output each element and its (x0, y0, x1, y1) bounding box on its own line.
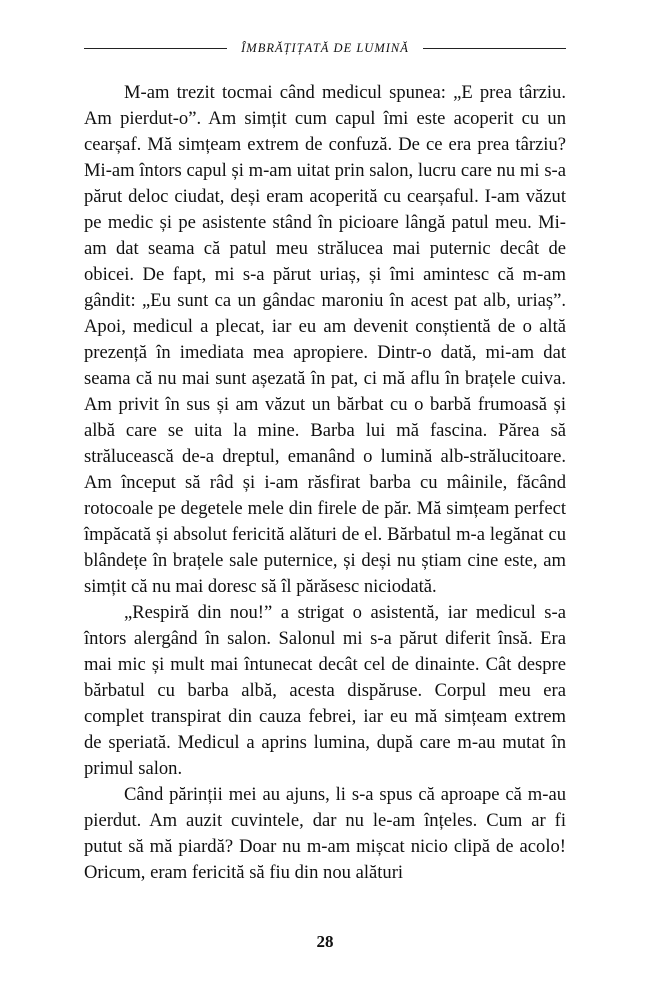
running-header (84, 38, 566, 58)
page-number: 28 (316, 932, 334, 951)
paragraph: Când părinții mei au ajuns, li s-a spus că aproape că m-au pierdut. Am auzit cuvintele, dar nu le-am înțeles. Cum ar fi putut să mă piardă? Doar nu m-am mișcat nicio clipă de acolo! Oricum, eram fericită să fiu din nou alături (84, 784, 566, 883)
header-rule-left (84, 48, 227, 49)
paragraph: M-am trezit tocmai când medicul spunea: „E prea târziu. Am pierdut-o”. Am simțit cum capul îmi este acoperit cu un cearșaf. Mă simțeam extrem de confuză. De ce era prea târziu? Mi-am întors capul și m-am uitat prin salon, lucru care nu mi s-a părut deloc ciudat, deși eram acoperită cu cearșaful. I-am văzut pe medic și pe asistente stând în picioare lângă patul meu. Mi-am dat seama că patul meu strălucea mai puternic decât de obicei. De fapt, mi s-a părut uriaș, și îmi amintesc că m-am gândit: „Eu sunt ca un gândac maroniu în acest pat alb, uriaș”. Apoi, medicul a plecat, iar eu am devenit conștientă de o altă prezență în imediata mea apropiere. Dintr-o dată, mi-am dat seama că nu mai sunt așezată în pat, ci mă aflu în brațele cuiva. Am privit în sus și am văzut un bărbat cu o barbă frumoasă și albă care se uita la mine. Barba lui mă fascina. Părea să strălucească de-a dreptul, emanând o lumină alb-strălucitoare. Am început să râd și i-am răsfirat barba cu mâinile, făcând rotocoale pe degetele mele din firele de păr. Mă simțeam perfect împăcată și absolut fericită alături de el. Bărbatul m-a legănat cu blândețe în brațele sale puternice, și deși nu știam cine este, am simțit că nu mai doresc să îl părăsesc niciodată. (84, 82, 566, 597)
paragraph: „Respiră din nou!” a strigat o asistentă, iar medicul s-a întors alergând în salon. Salonul mi s-a părut diferit însă. Era mai mic și mult mai întunecat decât cel de dinainte. Cât despre bărbatul cu barba albă, acesta dispăruse. Corpul meu era complet transpirat din cauza febrei, iar eu mă simțeam extrem de speriată. Medicul a aprins lumina, după care m-au mutat în primul salon. (84, 602, 566, 779)
header-rule-right (423, 48, 566, 49)
running-title: ÎMBRĂȚIȚATĂ DE LUMINĂ (241, 40, 409, 55)
body-text (84, 80, 566, 886)
